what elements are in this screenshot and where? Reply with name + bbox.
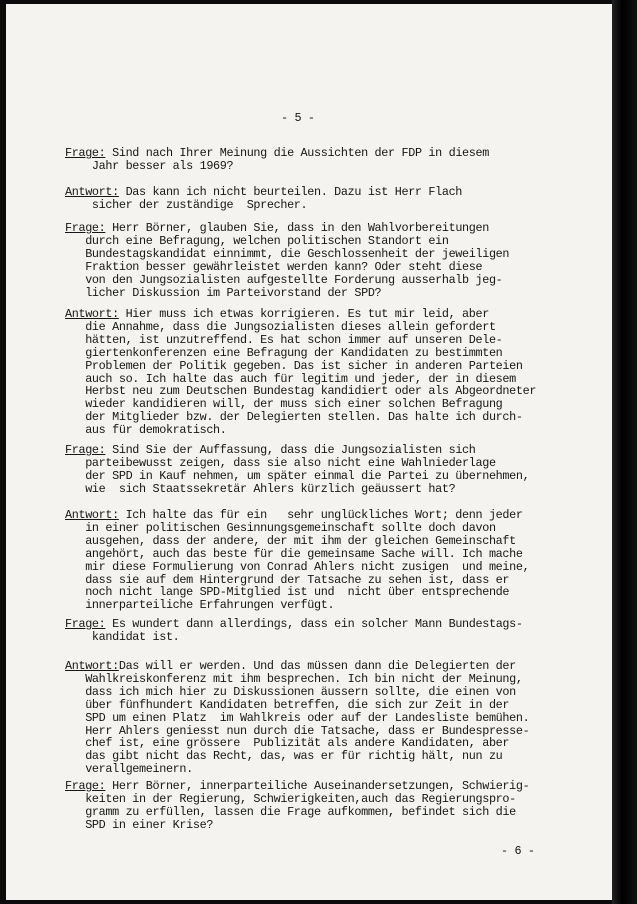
text-line: Jahr besser als 1969?: [65, 158, 234, 173]
speaker-label: Antwort:: [65, 508, 119, 522]
question-block: [65, 444, 529, 496]
text-line: das gibt nicht das Recht, das, was er für richtig hält, nun zu: [65, 749, 503, 764]
text-line: durch eine Befragung, welchen politischen Standort ein: [65, 233, 449, 248]
text-line: noch nicht lange SPD-Mitglied ist und nicht über entsprechende: [65, 585, 510, 600]
text-line: Herr Ahlers geniesst nun durch die Tatsache, dass er Bundespresse-: [65, 723, 530, 738]
next-page-marker: - 6 -: [501, 844, 535, 858]
question-block: [65, 222, 509, 299]
text-line: ausgehen, dass der andere, der mit ihm der gleichen Gemeinschaft: [65, 533, 516, 548]
answer-block: [65, 660, 529, 776]
text-line: auch so. Ich halte das auch für legitim und jeder, der in diesem: [65, 371, 516, 386]
speaker-label: Frage:: [65, 443, 106, 457]
page-number: - 5 -: [281, 111, 315, 125]
speaker-label: Antwort:: [65, 185, 119, 199]
question-block: [65, 618, 523, 644]
text-line: [65, 444, 529, 457]
line-text: Das kann ich nicht beurteilen. Dazu ist Herr Flach: [118, 185, 463, 199]
text-line: von den Jungsozialisten aufgestellte Forderung ausserhalb jeg-: [65, 272, 503, 287]
text-line: licher Diskussion im Parteivorstand der SPD?: [65, 285, 382, 300]
text-line: [65, 308, 536, 321]
line-text: Hier muss ich etwas korrigieren. Es tut mir leid, aber: [118, 307, 489, 321]
speaker-label: Antwort:: [65, 307, 119, 321]
text-line: in einer politischen Gesinnungsgemeinschaft sollte doch davon: [65, 520, 496, 535]
text-line: Bundestagskandidat einnimmt, die Geschlossenheit der jeweiligen: [65, 246, 510, 261]
speaker-label: Frage:: [65, 779, 106, 793]
line-text: Sind Sie der Auffassung, dass die Jungsozialisten sich: [105, 443, 476, 457]
line-text: Ich halte das für ein sehr unglückliches Wort; denn jeder: [118, 508, 523, 522]
text-line: der SPD in Kauf nehmen, um später einmal die Partei zu übernehmen,: [65, 468, 530, 483]
text-line: Herbst neu zum Deutschen Bundestag kandidiert oder als Abgeordneter: [65, 384, 537, 399]
speaker-label: Frage:: [65, 146, 106, 160]
text-line: [65, 186, 462, 199]
text-line: kandidat ist.: [65, 629, 180, 644]
question-block: [65, 147, 489, 173]
line-text: Herr Börner, innerparteiliche Auseinandersetzungen, Schwierig-: [105, 779, 530, 793]
line-text: Das will er werden. Und das müssen dann die Delegierten der: [118, 659, 516, 673]
line-text: Es wundert dann allerdings, dass ein solcher Mann Bundestags-: [105, 617, 523, 631]
text-line: hätten, ist unzutreffend. Es hat schon immer auf unseren Dele-: [65, 332, 503, 347]
text-line: dass ich mich hier zu Diskussionen äussern sollte, die einen von: [65, 684, 516, 699]
speaker-label: Antwort:: [65, 659, 119, 673]
text-line: [65, 147, 489, 160]
text-line: angehört, auch das beste für die gemeinsame Sache will. Ich mache: [65, 546, 523, 561]
answer-block: [65, 308, 536, 437]
text-line: über fünfhundert Kandidaten betreffen, die sich zur Zeit in der: [65, 697, 510, 712]
scan-edge: [612, 0, 637, 904]
text-line: Fraktion besser gewährleistet werden kann? Oder steht diese: [65, 259, 483, 274]
line-text: Herr Börner, glauben Sie, dass in den Wahlvorbereitungen: [105, 221, 489, 235]
document-page: [6, 4, 612, 900]
text-line: [65, 618, 523, 631]
text-line: gramm zu erfüllen, lassen die Frage aufkommen, befindet sich die: [65, 804, 516, 819]
text-line: Problemen der Politik gegeben. Das ist sicher in anderen Parteien: [65, 358, 523, 373]
text-line: [65, 509, 529, 522]
text-line: SPD in einer Krise?: [65, 817, 214, 832]
text-line: sicher der zuständige Sprecher.: [65, 197, 308, 212]
text-line: dass sie auf dem Hintergrund der Tatsache zu sehen ist, dass er: [65, 572, 510, 587]
text-line: [65, 660, 529, 673]
text-line: wie sich Staatssekretär Ahlers kürzlich geäussert hat?: [65, 481, 456, 496]
text-line: SPD um einen Platz im Wahlkreis oder auf der Landesliste bemühen.: [65, 710, 530, 725]
text-line: keiten in der Regierung, Schwierigkeiten,auch das Regierungspro-: [65, 791, 516, 806]
text-line: [65, 222, 509, 235]
text-line: Wahlkreiskonferenz mit ihm besprechen. Ich bin nicht der Meinung,: [65, 671, 523, 686]
text-line: chef ist, eine grössere Publizität als andere Kandidaten, aber: [65, 736, 510, 751]
text-line: die Annahme, dass die Jungsozialisten dieses allein gefordert: [65, 319, 496, 334]
text-line: giertenkonferenzen eine Befragung der Kandidaten zu bestimmten: [65, 345, 503, 360]
text-line: mir diese Formulierung von Conrad Ahlers nicht zusigen und meine,: [65, 559, 530, 574]
answer-block: [65, 509, 529, 612]
speaker-label: Frage:: [65, 221, 106, 235]
question-block: [65, 780, 529, 832]
text-line: aus für demokratisch.: [65, 423, 227, 438]
text-line: parteibewusst zeigen, dass sie also nicht eine Wahlniederlage: [65, 455, 496, 470]
text-line: wieder kandidieren will, der muss sich einer solchen Befragung: [65, 397, 503, 412]
line-text: Sind nach Ihrer Meinung die Aussichten der FDP in diesem: [105, 146, 489, 160]
text-line: verallgemeinern.: [65, 762, 193, 777]
text-line: [65, 780, 529, 793]
speaker-label: Frage:: [65, 617, 106, 631]
text-line: der Mitglieder bzw. der Delegierten stellen. Das halte ich durch-: [65, 410, 523, 425]
answer-block: [65, 186, 462, 212]
text-line: innerparteiliche Erfahrungen verfügt.: [65, 598, 335, 613]
